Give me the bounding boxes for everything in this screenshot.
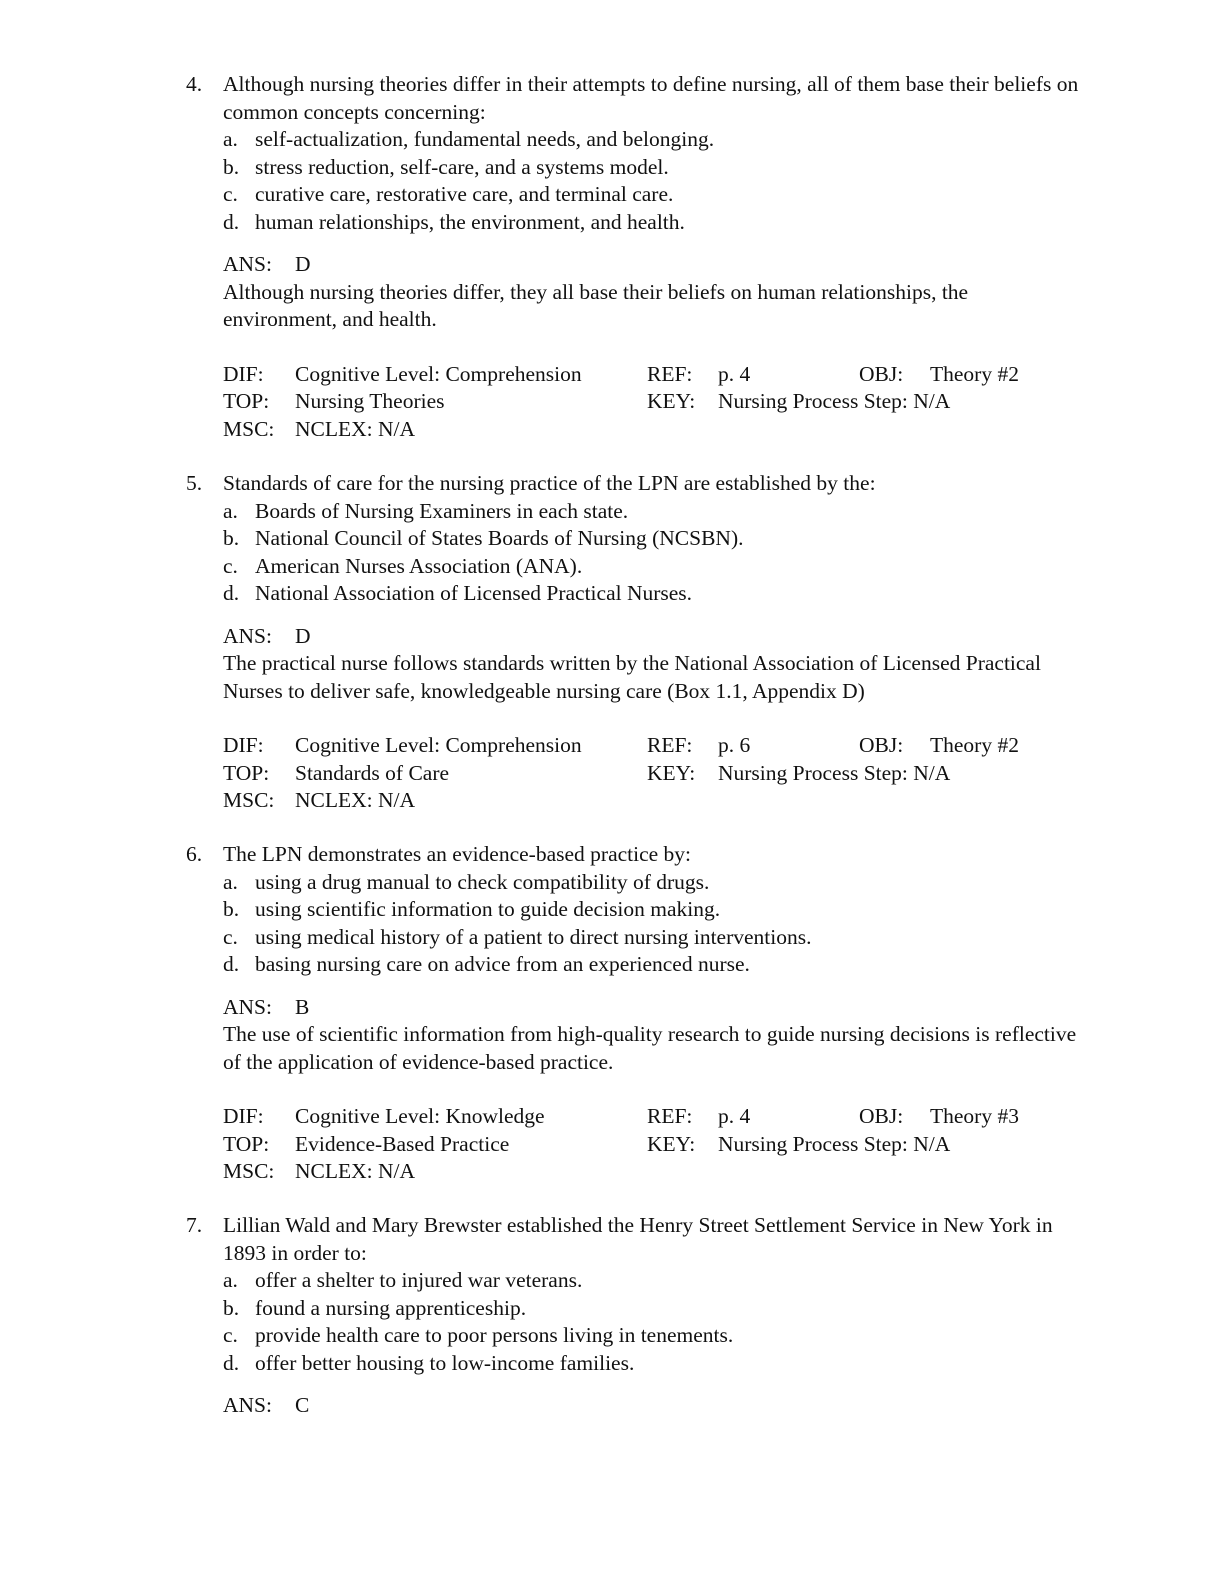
option-text: stress reduction, self-care, and a systems model.	[255, 154, 669, 179]
question-number: 4.	[186, 72, 203, 96]
question-4	[186, 71, 1086, 444]
ref-value: p. 4	[718, 361, 751, 386]
question-number: 7.	[186, 1213, 203, 1237]
meta-row	[223, 361, 1083, 389]
option-letter: b.	[223, 526, 240, 550]
meta-row	[223, 388, 1083, 416]
obj-label: OBJ:	[859, 733, 904, 757]
option-text: offer a shelter to injured war veterans.	[255, 1268, 583, 1292]
msc-value: NCLEX: N/A	[295, 788, 416, 812]
option-letter: a.	[223, 127, 238, 151]
meta-row	[223, 760, 1083, 788]
msc-label: MSC:	[223, 416, 275, 441]
option-letter: a.	[223, 1268, 238, 1292]
answer-value: D	[295, 623, 311, 648]
option-text: using medical history of a patient to direct nursing interventions.	[255, 924, 812, 949]
ref-label: REF:	[647, 361, 693, 386]
obj-label: OBJ:	[859, 1104, 904, 1128]
msc-label: MSC:	[223, 1159, 275, 1183]
top-label: TOP:	[223, 389, 270, 413]
option-letter: b.	[223, 1295, 240, 1320]
option-item	[223, 1322, 1086, 1350]
key-value: Nursing Process Step: N/A	[718, 389, 951, 413]
ref-value: p. 6	[718, 733, 751, 757]
meta-row	[223, 416, 1083, 444]
ref-label: REF:	[647, 1104, 693, 1128]
option-item	[223, 498, 1086, 526]
question-text: Although nursing theories differ in their attempts to define nursing, all of them base their beliefs on common concepts concerning:	[223, 72, 1079, 124]
answer-label: ANS:	[223, 994, 272, 1019]
obj-value: Theory #2	[930, 733, 1019, 757]
msc-label: MSC:	[223, 788, 275, 812]
obj-label: OBJ:	[859, 361, 904, 386]
option-letter: b.	[223, 154, 240, 179]
dif-value: Cognitive Level: Comprehension	[295, 733, 582, 757]
meta-row	[223, 1103, 1083, 1131]
question-6	[186, 841, 1086, 1186]
answer-line	[223, 1392, 1086, 1420]
meta-row	[223, 787, 1083, 815]
option-item	[223, 154, 1086, 182]
question-number: 6.	[186, 842, 203, 866]
option-list	[223, 498, 1086, 608]
answer-line	[223, 251, 1086, 279]
question-metadata	[223, 1103, 1086, 1186]
option-text: using a drug manual to check compatibility of drugs.	[255, 869, 710, 894]
top-value: Nursing Theories	[295, 389, 445, 413]
question-text: Lillian Wald and Mary Brewster established the Henry Street Settlement Service in New York in 1893 in order to:	[223, 1213, 1053, 1265]
option-letter: c.	[223, 924, 238, 949]
option-letter: c.	[223, 553, 238, 578]
option-item	[223, 126, 1086, 154]
option-text: using scientific information to guide decision making.	[255, 897, 721, 921]
option-item	[223, 525, 1086, 553]
msc-value: NCLEX: N/A	[295, 1159, 416, 1183]
option-letter: d.	[223, 1350, 240, 1375]
question-stem	[186, 71, 1086, 126]
option-item	[223, 209, 1086, 237]
dif-value: Cognitive Level: Knowledge	[295, 1104, 545, 1128]
question-number: 5.	[186, 471, 203, 495]
option-item	[223, 896, 1086, 924]
option-item	[223, 924, 1086, 952]
question-metadata	[223, 361, 1086, 444]
option-text: National Council of States Boards of Nursing (NCSBN).	[255, 526, 744, 550]
top-label: TOP:	[223, 760, 270, 785]
option-list	[223, 126, 1086, 236]
option-letter: d.	[223, 952, 240, 976]
key-value: Nursing Process Step: N/A	[718, 760, 951, 785]
question-stem	[186, 1212, 1086, 1267]
option-item	[223, 1295, 1086, 1323]
option-item	[223, 181, 1086, 209]
option-item	[223, 1267, 1086, 1295]
dif-value: Cognitive Level: Comprehension	[295, 361, 582, 386]
meta-row	[223, 732, 1083, 760]
option-text: offer better housing to low-income families.	[255, 1350, 635, 1375]
option-list	[223, 1267, 1086, 1377]
option-text: American Nurses Association (ANA).	[255, 553, 583, 578]
msc-value: NCLEX: N/A	[295, 416, 416, 441]
option-item	[223, 869, 1086, 897]
option-text: found a nursing apprenticeship.	[255, 1295, 527, 1320]
option-text: self-actualization, fundamental needs, and belonging.	[255, 127, 715, 151]
question-text: Standards of care for the nursing practice of the LPN are established by the:	[223, 471, 876, 495]
option-text: curative care, restorative care, and terminal care.	[255, 182, 674, 206]
question-stem	[186, 841, 1086, 869]
question-7	[186, 1212, 1086, 1420]
answer-label: ANS:	[223, 1393, 272, 1417]
top-value: Evidence-Based Practice	[295, 1131, 510, 1156]
option-letter: a.	[223, 869, 238, 894]
meta-row	[223, 1131, 1083, 1159]
option-text: National Association of Licensed Practical Nurses.	[255, 581, 693, 605]
option-list	[223, 869, 1086, 979]
key-label: KEY:	[647, 389, 696, 413]
option-letter: b.	[223, 897, 240, 921]
option-text: basing nursing care on advice from an experienced nurse.	[255, 952, 750, 976]
option-letter: a.	[223, 498, 238, 523]
option-letter: c.	[223, 182, 238, 206]
option-text: human relationships, the environment, and health.	[255, 209, 685, 234]
rationale: The practical nurse follows standards written by the National Association of Licensed Practical Nurses to deliver safe, knowledgeable nursing care (Box 1.1, Appendix D)	[223, 651, 1041, 703]
top-value: Standards of Care	[295, 760, 450, 785]
obj-value: Theory #3	[930, 1104, 1019, 1128]
option-text: provide health care to poor persons living in tenements.	[255, 1323, 734, 1347]
answer-value: B	[295, 994, 310, 1019]
answer-value: D	[295, 252, 311, 276]
key-value: Nursing Process Step: N/A	[718, 1131, 951, 1156]
rationale: Although nursing theories differ, they all base their beliefs on human relationships, the environment, and health.	[223, 279, 969, 331]
answer-label: ANS:	[223, 623, 272, 648]
answer-value: C	[295, 1393, 310, 1417]
option-item	[223, 553, 1086, 581]
meta-row	[223, 1158, 1083, 1186]
rationale: The use of scientific information from high-quality research to guide nursing decisions is reflective of the application of evidence-based practice.	[223, 1022, 1077, 1074]
ref-label: REF:	[647, 733, 693, 757]
option-letter: d.	[223, 581, 240, 605]
answer-label: ANS:	[223, 252, 272, 276]
answer-line	[223, 623, 1086, 651]
key-label: KEY:	[647, 1131, 696, 1156]
option-item	[223, 580, 1086, 608]
dif-label: DIF:	[223, 1104, 264, 1128]
ref-value: p. 4	[718, 1104, 751, 1128]
dif-label: DIF:	[223, 733, 264, 757]
dif-label: DIF:	[223, 361, 264, 386]
question-5	[186, 470, 1086, 815]
question-text: The LPN demonstrates an evidence-based practice by:	[223, 842, 692, 866]
question-metadata	[223, 732, 1086, 815]
question-stem	[186, 470, 1086, 498]
option-letter: c.	[223, 1323, 238, 1347]
option-item	[223, 1350, 1086, 1378]
top-label: TOP:	[223, 1131, 270, 1156]
option-text: Boards of Nursing Examiners in each state.	[255, 498, 629, 523]
obj-value: Theory #2	[930, 361, 1019, 386]
option-item	[223, 951, 1086, 979]
key-label: KEY:	[647, 760, 696, 785]
option-letter: d.	[223, 209, 240, 234]
answer-line	[223, 994, 1086, 1022]
